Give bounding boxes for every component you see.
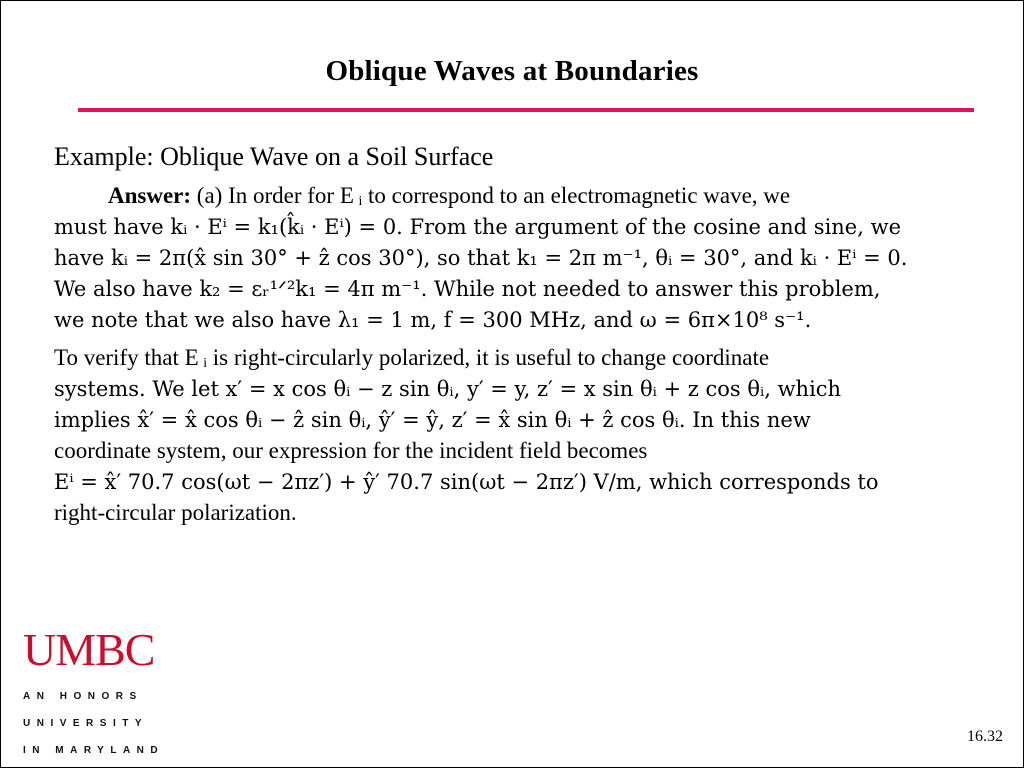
answer-line-3: [54, 242, 994, 273]
verify-line-4: [54, 435, 994, 466]
answer-line-5: [54, 304, 994, 335]
body-line-8: implies x̂′ = x̂ cos θᵢ − ẑ sin θᵢ, ŷ′ = ŷ, z′ = x̂ sin θᵢ + ẑ cos θᵢ. In this new: [54, 408, 811, 432]
umbc-tagline: [23, 690, 164, 768]
umbc-wordmark: UMBC: [23, 624, 155, 675]
body-line-5: we note that we also have λ₁ = 1 m, f = 300 MHz, and ω = 6π×10⁸ s⁻¹.: [54, 308, 812, 332]
title-underline: [78, 108, 974, 112]
tagline-line-1: AN HONORS: [23, 691, 143, 702]
answer-line-2: [54, 211, 994, 242]
answer-line-4: [54, 273, 994, 304]
verify-line-6: [54, 497, 994, 528]
slide-title: Oblique Waves at Boundaries: [325, 55, 699, 87]
slide-body: [54, 140, 994, 528]
umbc-logo: [23, 624, 165, 768]
answer-label: Answer:: [108, 183, 192, 208]
verify-line-5: [54, 466, 994, 497]
body-line-10: Eⁱ = x̂′ 70.7 cos(ωt − 2πz′) + ŷ′ 70.7 sin(ωt − 2πz′) V/m, which corresponds to: [54, 470, 879, 494]
answer-line-1: [54, 180, 994, 211]
verify-line-3: [54, 404, 994, 435]
body-line-3: have kᵢ = 2π(x̂ sin 30° + ẑ cos 30°), so that k₁ = 2π m⁻¹, θᵢ = 30°, and kᵢ · Eⁱ = 0.: [54, 246, 908, 270]
body-line-7: systems. We let x′ = x cos θᵢ − z sin θᵢ, y′ = y, z′ = x sin θᵢ + z cos θᵢ, which: [54, 377, 842, 401]
tagline-line-2: UNIVERSITY: [23, 718, 149, 729]
body-line-2: must have kᵢ · Eⁱ = k₁(k̂ᵢ · Eⁱ) = 0. From the argument of the cosine and sine, we: [54, 215, 901, 239]
body-line-4: We also have k₂ = εᵣ¹ᐟ²k₁ = 4π m⁻¹. While not needed to answer this problem,: [54, 277, 881, 301]
page-number: 16.32: [967, 728, 1003, 745]
body-line-11: right-circular polarization.: [54, 500, 297, 525]
tagline-line-3: IN MARYLAND: [23, 745, 165, 756]
example-heading: Example: Oblique Wave on a Soil Surface: [54, 142, 494, 171]
body-line-9: coordinate system, our expression for the incident field becomes: [54, 438, 648, 463]
verify-line-2: [54, 373, 994, 404]
verify-line-1: [54, 342, 994, 373]
body-line-1: (a) In order for E ᵢ to correspond to an electromagnetic wave, we: [196, 183, 791, 208]
body-line-6: To verify that E ᵢ is right-circularly polarized, it is useful to change coordinate: [54, 345, 770, 370]
